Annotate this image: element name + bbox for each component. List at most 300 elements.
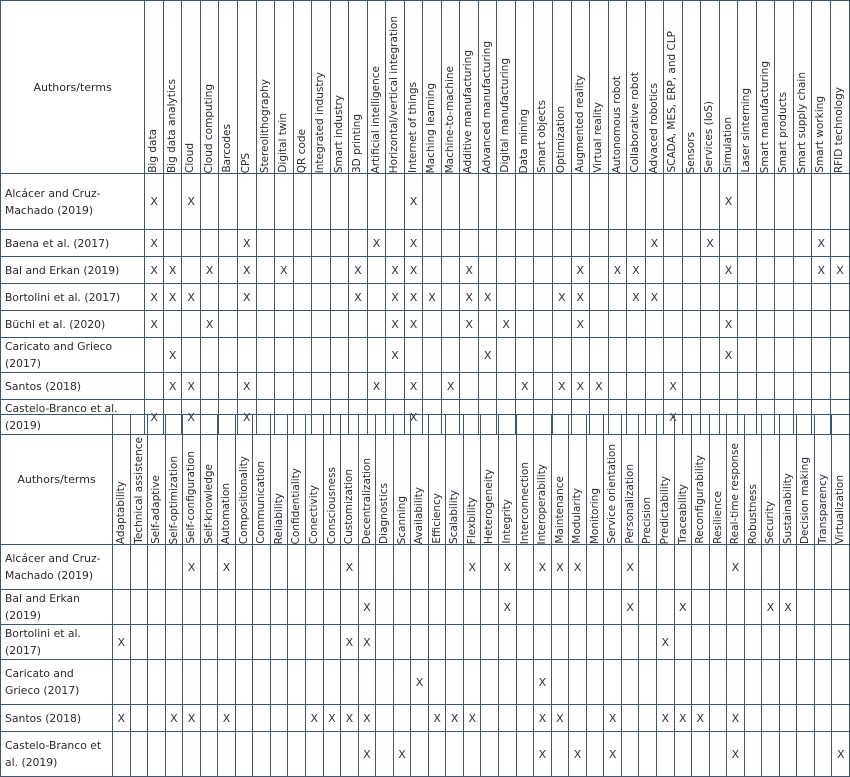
mark-cell: X [499,545,517,590]
mark-cell [183,625,201,660]
mark-cell [682,257,701,284]
term-label: Technical assistence [132,437,145,544]
mark-cell [293,230,312,257]
mark-cell: X [386,284,405,311]
mark-cell [775,174,794,230]
mark-cell [253,590,271,625]
mark-cell: X [830,257,849,284]
mark-cell [832,625,850,660]
term-header-maching-learning [423,1,442,174]
mark-cell [621,625,639,660]
mark-cell [330,174,349,230]
authors-terms-header: Authors/terms [1,415,113,545]
mark-cell: X [534,660,552,705]
mark-cell [682,284,701,311]
term-header-precision [639,415,657,545]
term-label: Smart working [814,96,827,173]
mark-cell [306,545,324,590]
term-label: Self-adaptive [150,475,163,544]
author-cell: Castelo-Branco et al. (2019) [1,400,145,435]
mark-cell [256,174,275,230]
mark-cell [478,230,497,257]
mark-cell [497,284,516,311]
term-header-security [762,415,780,545]
mark-cell [604,545,622,590]
term-label: Conectivity [308,484,321,544]
term-label: Sensors [684,131,697,173]
mark-cell [428,732,446,777]
term-header-self-configuration [183,415,201,545]
term-header-virtual-reality [590,1,609,174]
term-label: Laser sinterning [740,88,753,173]
mark-cell [393,545,411,590]
mark-cell [797,732,815,777]
mark-cell: X [727,545,745,590]
mark-cell [219,311,238,338]
mark-cell [621,660,639,705]
mark-cell [744,545,762,590]
mark-cell [727,625,745,660]
term-header-self-optimization [165,415,183,545]
mark-cell [270,545,288,590]
mark-cell [553,257,572,284]
mark-cell: X [367,373,386,400]
term-label: Digital twin [277,113,290,173]
mark-cell [516,732,534,777]
mark-cell [571,230,590,257]
mark-cell: X [692,705,710,732]
mark-cell [744,625,762,660]
mark-cell [664,230,683,257]
mark-cell [515,338,534,373]
mark-cell: X [701,230,720,257]
mark-cell [481,660,499,705]
mark-cell [441,338,460,373]
mark-cell [386,373,405,400]
mark-cell [814,625,832,660]
term-header-collaborative-robot [627,1,646,174]
mark-cell [145,373,164,400]
mark-cell: X [341,545,359,590]
mark-cell: X [163,338,182,373]
term-label: RFID technology [832,86,845,173]
mark-cell: X [237,373,256,400]
mark-cell [499,705,517,732]
term-header-barcodes [219,1,238,174]
mark-cell [569,625,587,660]
mark-cell [553,338,572,373]
term-header-real-time-response [727,415,745,545]
mark-cell [200,174,219,230]
term-header-internet-of-things [404,1,423,174]
term-header-availability [411,415,429,545]
mark-cell [481,625,499,660]
term-header-compositionality [235,415,253,545]
term-header-interconnection [516,415,534,545]
term-header-optimization [553,1,572,174]
mark-cell [812,311,831,338]
mark-cell [312,230,331,257]
mark-cell [367,257,386,284]
term-header-personalization [621,415,639,545]
mark-cell [293,174,312,230]
mark-cell [756,338,775,373]
mark-cell [674,625,692,660]
mark-cell [516,545,534,590]
mark-cell [183,732,201,777]
author-cell: Alcácer and Cruz-Machado (2019) [1,545,113,590]
mark-cell: X [727,705,745,732]
mark-cell [481,732,499,777]
table-row [1,284,850,311]
mark-cell [182,230,201,257]
mark-cell [793,338,812,373]
mark-cell [590,174,609,230]
term-header-virtualization [832,415,850,545]
mark-cell [627,311,646,338]
mark-cell [165,625,183,660]
term-label: Interconnection [518,461,531,544]
mark-cell [237,311,256,338]
mark-cell: X [404,373,423,400]
term-label: Barcodes [221,124,234,173]
term-label: Robustness [746,483,759,544]
mark-cell [411,625,429,660]
mark-cell: X [571,311,590,338]
mark-cell [793,311,812,338]
term-header-communication [253,415,271,545]
mark-cell [113,545,131,590]
term-label: Automation [220,482,233,544]
mark-cell [515,174,534,230]
mark-cell [832,705,850,732]
mark-cell [738,174,757,230]
table-row [1,373,850,400]
term-label: Smart manufacturing [758,60,771,173]
term-label: Confidentiality [290,467,303,544]
mark-cell [411,732,429,777]
mark-cell [256,284,275,311]
term-header-smart-manufacturing [756,1,775,174]
mark-cell [775,311,794,338]
mark-cell [586,545,604,590]
mark-cell [358,545,376,590]
mark-cell [441,257,460,284]
term-header-reliability [270,415,288,545]
mark-cell [478,174,497,230]
mark-cell: X [393,732,411,777]
mark-cell [701,284,720,311]
mark-cell: X [645,230,664,257]
mark-cell [709,660,727,705]
mark-cell [590,311,609,338]
mark-cell [814,705,832,732]
mark-cell [639,545,657,590]
mark-cell [219,338,238,373]
mark-cell [551,625,569,660]
mark-cell [775,338,794,373]
mark-cell [586,590,604,625]
mark-cell [534,284,553,311]
mark-cell [709,590,727,625]
mark-cell [515,284,534,311]
term-label: Digital manufacturing [499,58,512,173]
mark-cell [312,373,331,400]
mark-cell [553,311,572,338]
mark-cell [376,625,394,660]
mark-cell [832,660,850,705]
mark-cell [692,660,710,705]
table-row [1,705,850,732]
mark-cell [441,174,460,230]
term-label: Adaptability [115,480,127,544]
mark-cell [423,174,442,230]
mark-cell: X [719,174,738,230]
mark-cell [428,625,446,660]
mark-cell [330,338,349,373]
mark-cell [376,705,394,732]
table-row [1,660,850,705]
mark-cell [386,230,405,257]
mark-cell [497,338,516,373]
mark-cell [446,590,464,625]
term-label: Scalability [448,490,461,544]
mark-cell: X [460,311,479,338]
term-header-smart-supply-chain [793,1,812,174]
mark-cell [237,174,256,230]
mark-cell: X [463,545,481,590]
mark-cell [832,545,850,590]
term-header-advanced-manufacturing [478,1,497,174]
mark-cell [148,545,166,590]
term-header-cloud [182,1,201,174]
mark-cell [830,311,849,338]
mark-cell [256,230,275,257]
mark-cell [604,660,622,705]
mark-cell [586,625,604,660]
mark-cell [534,373,553,400]
mark-cell [664,311,683,338]
term-header-interoperability [534,415,552,545]
mark-cell [830,284,849,311]
mark-cell [478,257,497,284]
mark-cell [218,590,236,625]
mark-cell [797,705,815,732]
mark-cell: X [145,311,164,338]
mark-cell [341,660,359,705]
mark-cell [830,338,849,373]
mark-cell [423,257,442,284]
mark-cell [200,545,218,590]
term-header-cloud-computing [200,1,219,174]
mark-cell [830,174,849,230]
mark-cell [256,257,275,284]
mark-cell [200,705,218,732]
term-label: Maintenance [553,476,566,544]
term-label: Big data [147,129,160,173]
term-header-sustainability [779,415,797,545]
mark-cell: X [499,590,517,625]
term-label: Reconfigurability [694,455,707,544]
mark-cell: X [621,590,639,625]
mark-cell [516,705,534,732]
mark-cell [701,174,720,230]
table-row [1,545,850,590]
term-label: Availability [413,486,426,544]
mark-cell: X [553,373,572,400]
term-label: Resilience [711,491,724,544]
mark-cell [701,373,720,400]
mark-cell [692,732,710,777]
mark-cell [639,732,657,777]
mark-cell [376,590,394,625]
term-label: Personalization [623,464,636,544]
design-principles-table [0,414,850,777]
mark-cell: X [163,373,182,400]
mark-cell: X [145,230,164,257]
term-label: Horizontal/vertical integration [388,15,401,173]
mark-cell [200,625,218,660]
term-header-smart-industry [330,1,349,174]
mark-cell [183,590,201,625]
term-header-augmented-reality [571,1,590,174]
mark-cell: X [719,257,738,284]
mark-cell [719,284,738,311]
mark-cell [113,660,131,705]
table-row [1,590,850,625]
mark-cell [608,373,627,400]
mark-cell [441,230,460,257]
mark-cell [656,660,674,705]
mark-cell [275,373,294,400]
term-label: Decentralization [360,457,373,544]
mark-cell: X [200,257,219,284]
term-header-services-ios [701,1,720,174]
mark-cell: X [604,732,622,777]
term-label: 3D printing [351,113,364,173]
mark-cell: X [812,230,831,257]
term-label: Precision [641,497,654,544]
mark-cell [645,338,664,373]
term-header-artificial-intelligence [367,1,386,174]
mark-cell [516,660,534,705]
mark-cell [288,732,306,777]
mark-cell: X [237,230,256,257]
term-header-simulation [719,1,738,174]
term-header-customization [341,415,359,545]
mark-cell [682,311,701,338]
mark-cell [608,230,627,257]
mark-cell [756,174,775,230]
mark-cell [341,590,359,625]
mark-cell [627,338,646,373]
mark-cell [423,373,442,400]
mark-cell [376,660,394,705]
mark-cell [701,311,720,338]
mark-cell: X [404,400,423,435]
mark-cell [604,625,622,660]
mark-cell: X [674,590,692,625]
mark-cell [569,590,587,625]
mark-cell [330,284,349,311]
mark-cell [692,545,710,590]
mark-cell [163,230,182,257]
mark-cell [463,660,481,705]
mark-cell [330,257,349,284]
term-header-efficiency [428,415,446,545]
mark-cell [515,257,534,284]
term-label: Monitoring [588,487,601,544]
mark-cell [463,732,481,777]
mark-cell [200,732,218,777]
mark-cell [497,257,516,284]
mark-cell [428,660,446,705]
term-label: Virtualization [834,474,847,544]
mark-cell [323,625,341,660]
mark-cell: X [719,338,738,373]
mark-cell [664,284,683,311]
mark-cell [441,284,460,311]
term-header-sensors [682,1,701,174]
mark-cell: X [497,311,516,338]
mark-cell [719,373,738,400]
mark-cell [463,625,481,660]
mark-cell [200,660,218,705]
mark-cell: X [719,311,738,338]
mark-cell [756,257,775,284]
mark-cell: X [604,705,622,732]
mark-cell [571,338,590,373]
mark-cell [200,590,218,625]
mark-cell [349,338,368,373]
mark-cell [812,338,831,373]
mark-cell [441,311,460,338]
mark-cell [367,311,386,338]
mark-cell [386,174,405,230]
term-header-stereolithography [256,1,275,174]
term-label: Self-knowledge [202,464,215,544]
mark-cell [590,284,609,311]
mark-cell [664,257,683,284]
table-row [1,174,850,230]
mark-cell: X [621,545,639,590]
term-label: Smart objects [536,100,549,173]
mark-cell [130,625,148,660]
term-header-horizontal-vertical-integration [386,1,405,174]
mark-cell: X [478,284,497,311]
mark-cell [293,338,312,373]
term-label: Traceability [676,483,689,544]
mark-cell [312,284,331,311]
term-header-scalability [446,415,464,545]
mark-cell [404,338,423,373]
mark-cell: X [145,257,164,284]
mark-cell [148,660,166,705]
mark-cell [727,660,745,705]
mark-cell [275,338,294,373]
mark-cell [571,174,590,230]
mark-cell [253,660,271,705]
mark-cell [534,311,553,338]
mark-cell [797,590,815,625]
mark-cell: X [163,257,182,284]
mark-cell: X [534,732,552,777]
mark-cell [775,257,794,284]
term-label: Heterogeneity [483,469,496,544]
mark-cell: X [627,284,646,311]
mark-cell [738,284,757,311]
mark-cell: X [349,284,368,311]
